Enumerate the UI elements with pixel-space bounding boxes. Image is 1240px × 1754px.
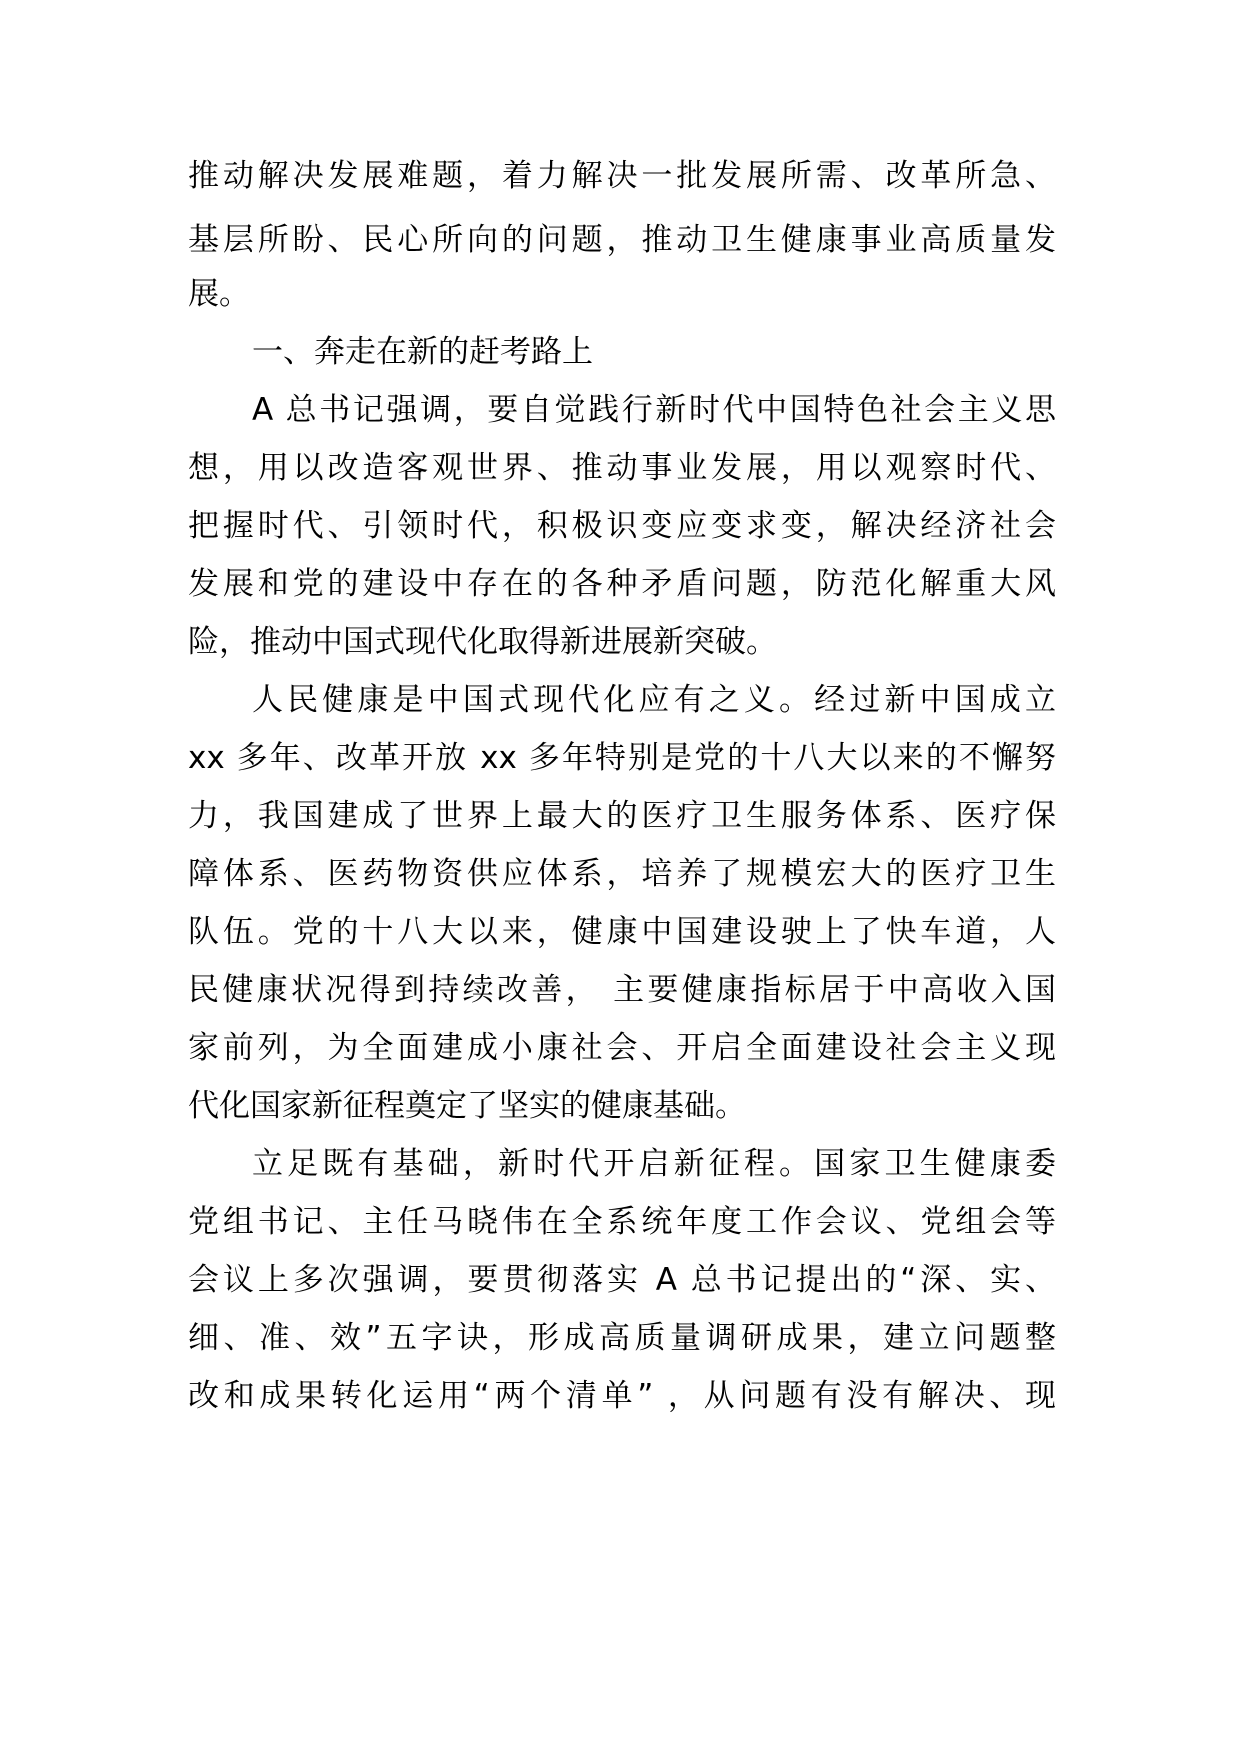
paragraph-line: 改和成果转化运用“两个清单” ，从问题有没有解决、现 <box>188 1378 1056 1414</box>
paragraph-line: 细、准、效”五字诀，形成高质量调研成果，建立问题整 <box>188 1320 1056 1356</box>
paragraph-line: 民健康状况得到持续改善， 主要健康指标居于中高收入国 <box>188 972 1056 1008</box>
paragraph-line: 想，用以改造客观世界、推动事业发展，用以观察时代、 <box>188 450 1056 486</box>
paragraph-line: 基层所盼、民心所向的问题，推动卫生健康事业高质量发 <box>188 222 1056 258</box>
paragraph-line: 会议上多次强调，要贯彻落实 A 总书记提出的“深、实、 <box>188 1262 1056 1298</box>
paragraph-line: 险，推动中国式现代化取得新进展新突破。 <box>188 624 777 660</box>
paragraph-line: 推动解决发展难题，着力解决一批发展所需、改革所急、 <box>188 158 1056 194</box>
paragraph-line: 发展和党的建设中存在的各种矛盾问题，防范化解重大风 <box>188 566 1056 602</box>
paragraph-line: 障体系、医药物资供应体系，培养了规模宏大的医疗卫生 <box>188 856 1056 892</box>
paragraph-line: 人民健康是中国式现代化应有之义。经过新中国成立 <box>252 682 1056 718</box>
paragraph-line: 代化国家新征程奠定了坚实的健康基础。 <box>188 1088 746 1124</box>
paragraph-line: 队伍。党的十八大以来，健康中国建设驶上了快车道，人 <box>188 914 1056 950</box>
paragraph-line: 力，我国建成了世界上最大的医疗卫生服务体系、医疗保 <box>188 798 1056 834</box>
paragraph-line: 把握时代、引领时代，积极识变应变求变，解决经济社会 <box>188 508 1056 544</box>
paragraph-line: 展。 <box>188 276 250 312</box>
paragraph-line: 立足既有基础，新时代开启新征程。国家卫生健康委 <box>252 1146 1056 1182</box>
paragraph-line: xx 多年、改革开放 xx 多年特别是党的十八大以来的不懈努 <box>188 740 1056 776</box>
paragraph-line: 家前列，为全面建成小康社会、开启全面建设社会主义现 <box>188 1030 1056 1066</box>
paragraph-line: 党组书记、主任马晓伟在全系统年度工作会议、党组会等 <box>188 1204 1056 1240</box>
section-heading: 一、奔走在新的赶考路上 <box>252 334 593 370</box>
paragraph-line: A 总书记强调，要自觉践行新时代中国特色社会主义思 <box>252 392 1056 428</box>
